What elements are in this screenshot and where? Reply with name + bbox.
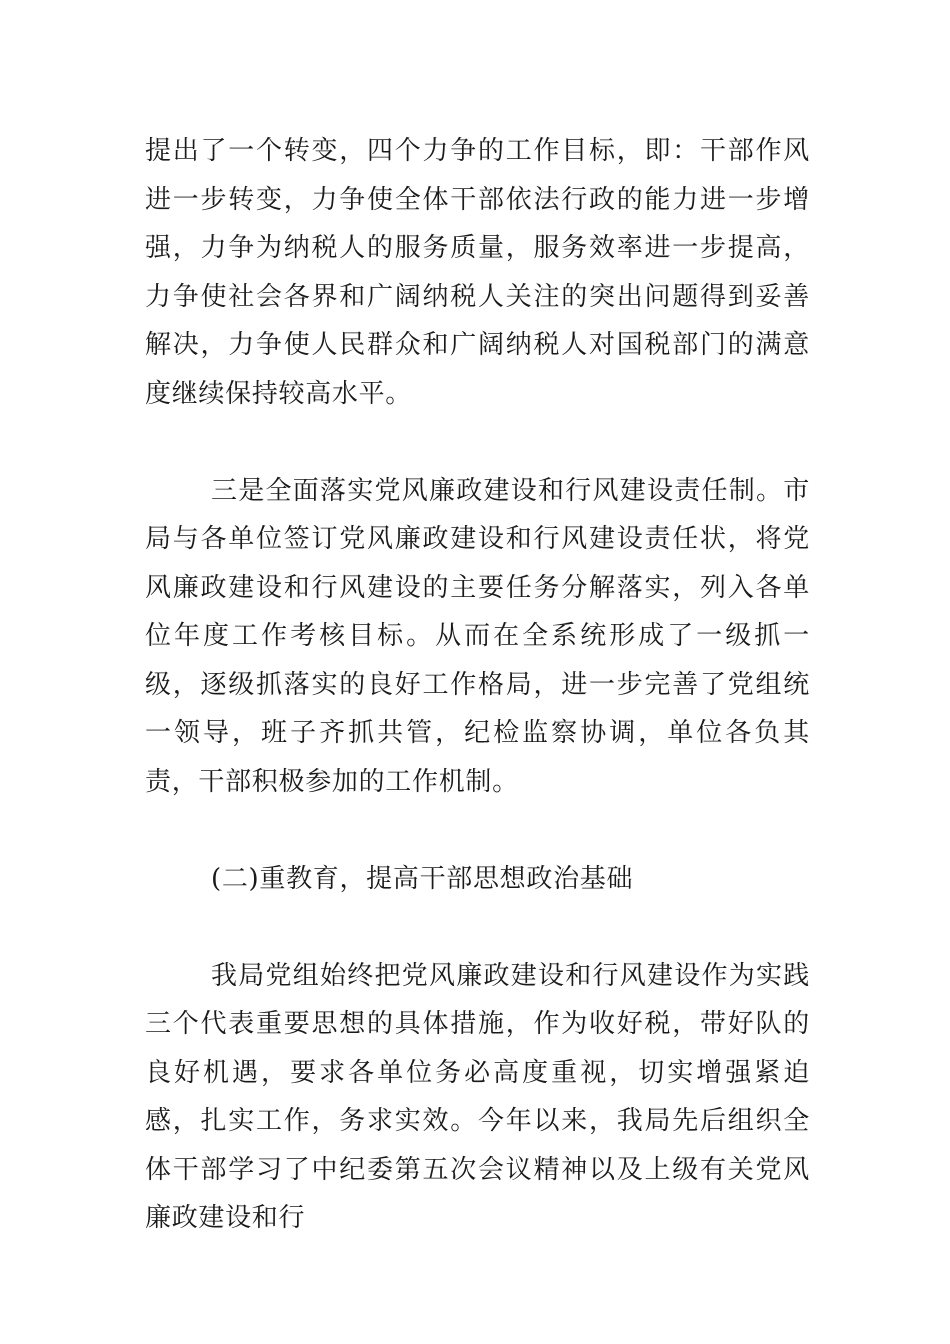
paragraph-spacer — [145, 806, 810, 855]
paragraph-spacer — [145, 418, 810, 467]
paragraph-spacer — [145, 903, 810, 952]
paragraph-goals: 提出了一个转变，四个力争的工作目标，即：干部作风进一步转变，力争使全体干部依法行政的能力进一步增强，力争为纳税人的服务质量，服务效率进一步提高，力争使社会各界和广阔纳税人关注的突出问题得到妥善解决，力争使人民群众和广阔纳税人对国税部门的满意度继续保持较高水平。 — [145, 136, 810, 409]
paragraph-responsibility-system: 三是全面落实党风廉政建设和行风建设责任制。市局与各单位签订党风廉政建设和行风建设责任状，将党风廉政建设和行风建设的主要任务分解落实，列入各单位年度工作考核目标。从而在全系统形成了一级抓一级，逐级抓落实的良好工作格局，进一步完善了党组统一领导，班子齐抓共管，纪检监察协调，单位各负其责，干部积极参加的工作机制。 — [145, 475, 810, 797]
document-body — [145, 127, 810, 1243]
paragraph-party-group: 我局党组始终把党风廉政建设和行风建设作为实践三个代表重要思想的具体措施，作为收好税，带好队的良好机遇，要求各单位务必高度重视，切实增强紧迫感，扎实工作，务求实效。今年以来，我局先后组织全体干部学习了中纪委第五次会议精神以及上级有关党风廉政建设和行 — [145, 960, 810, 1233]
section-heading-education: (二)重教育，提高干部思想政治基础 — [211, 863, 634, 894]
